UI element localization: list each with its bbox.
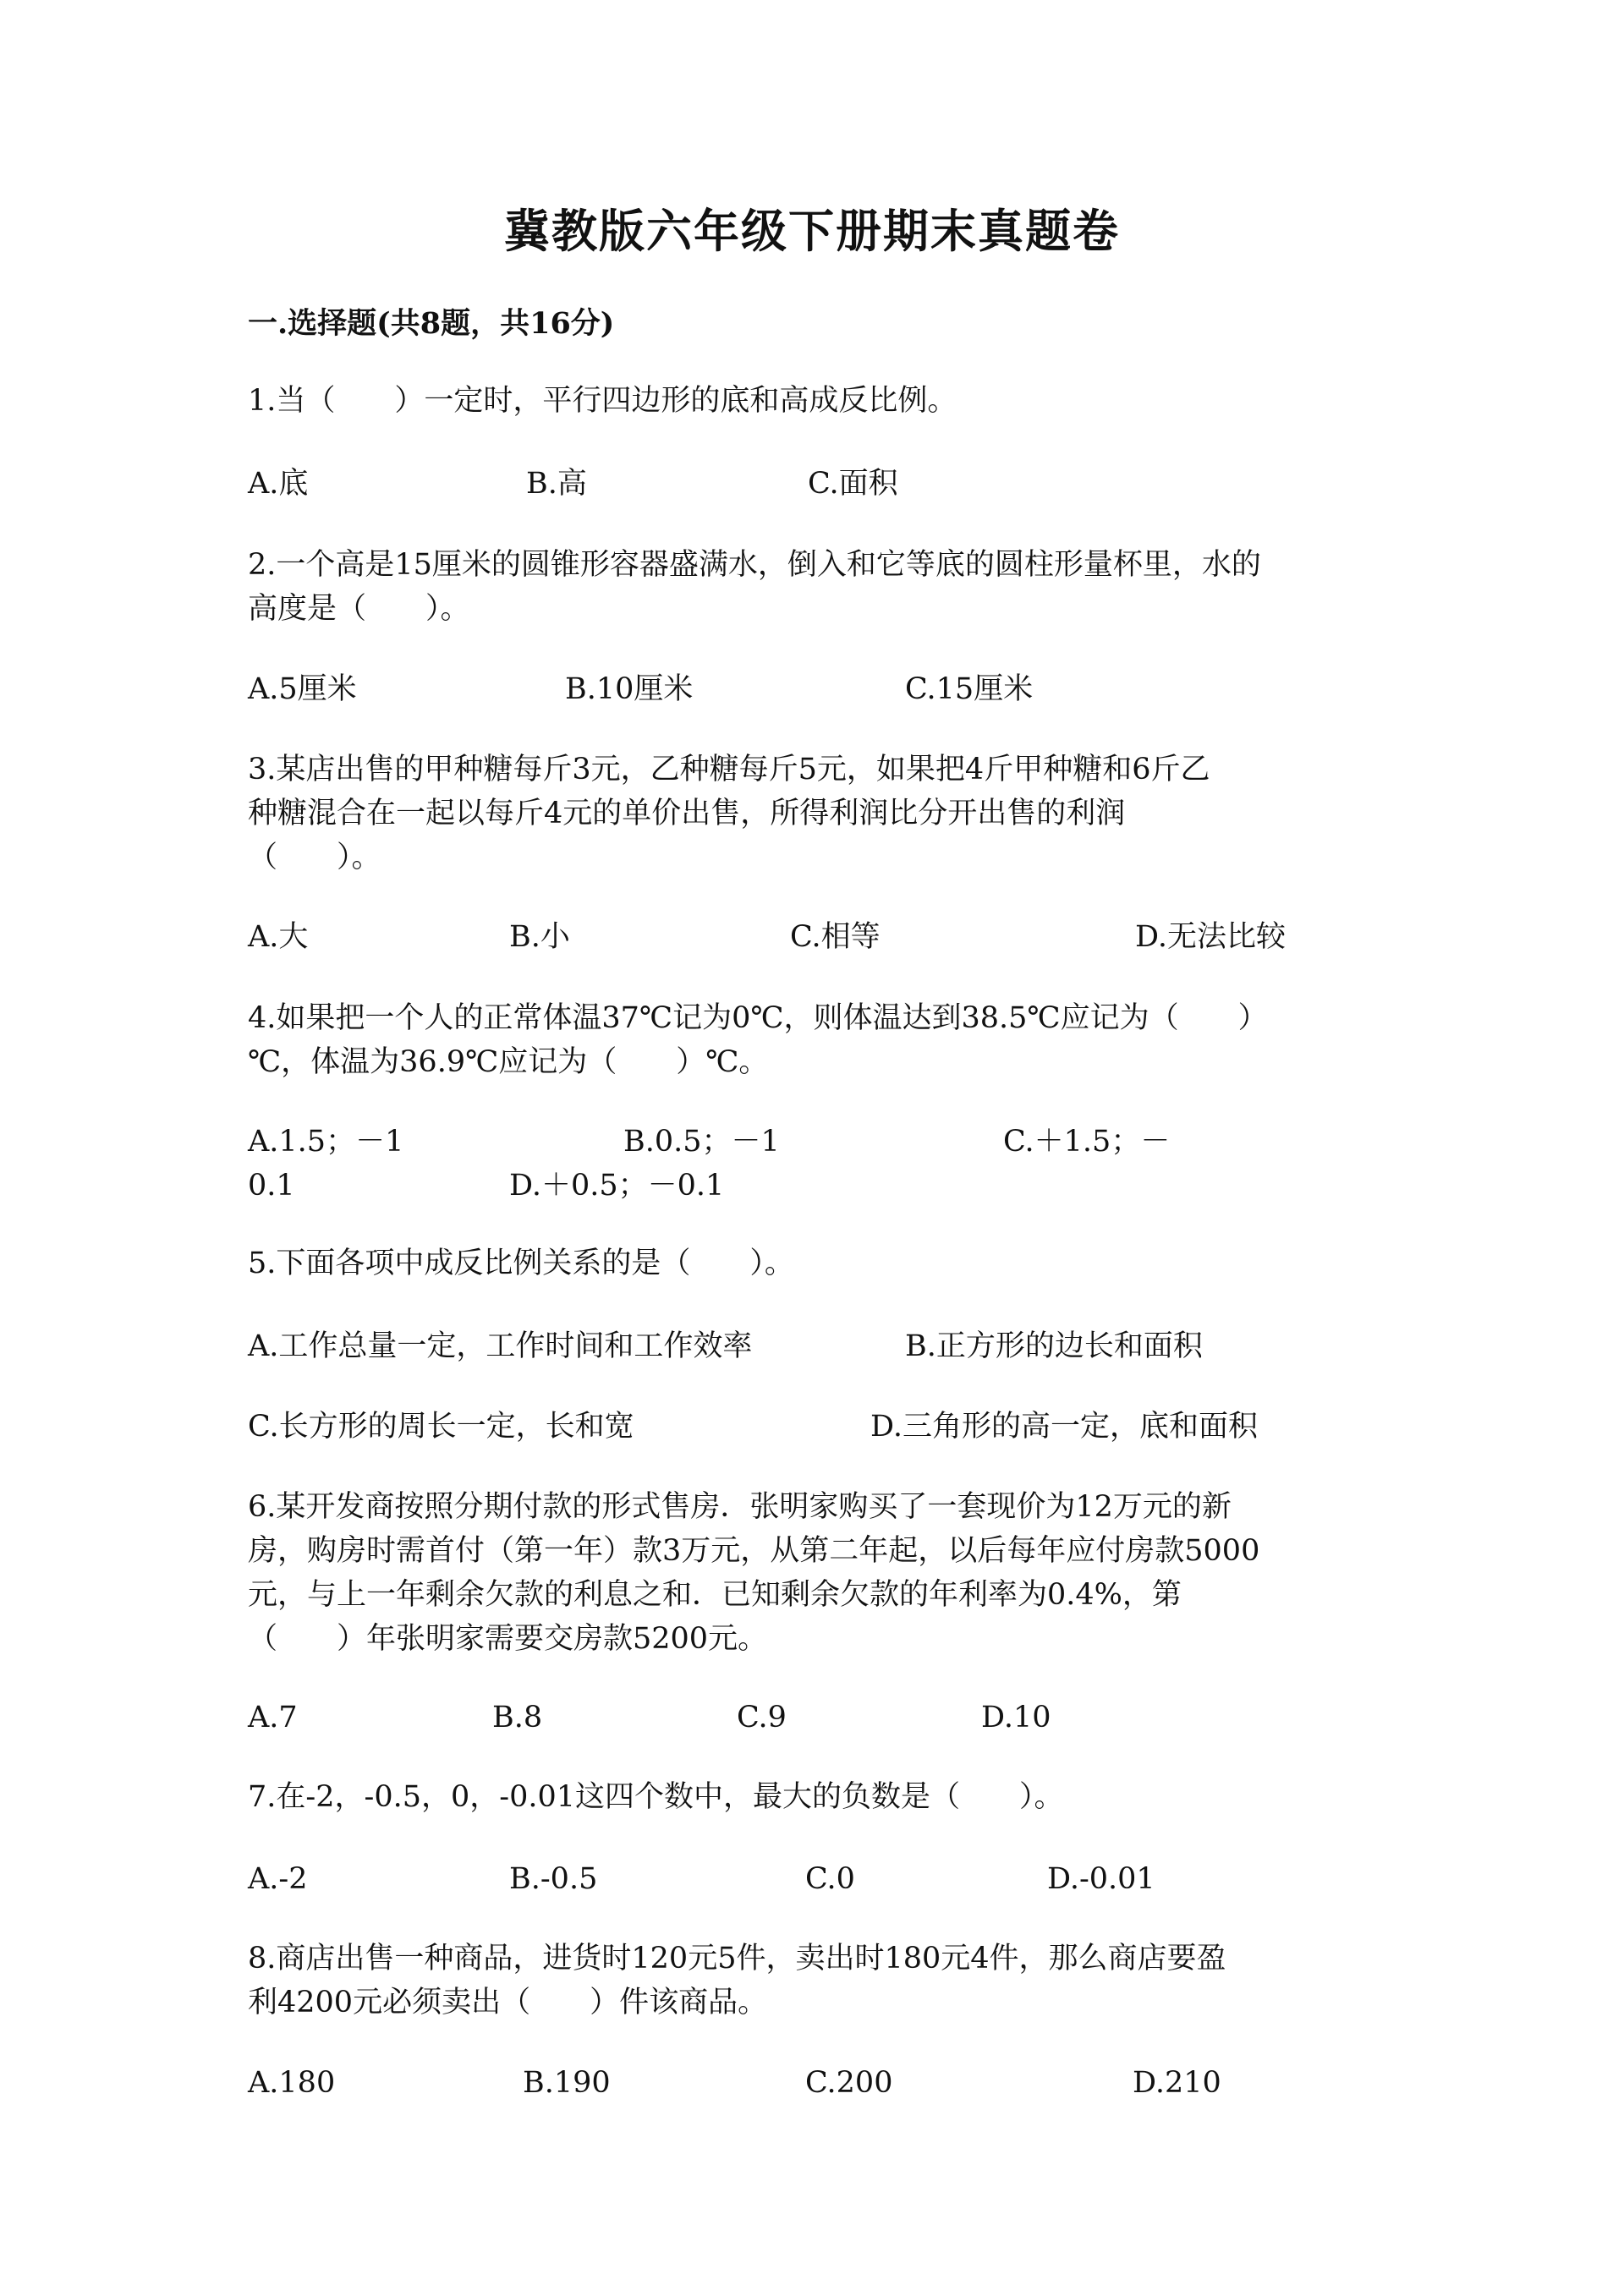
- question-5: [248, 1241, 1390, 1285]
- question-text: 5.下面各项中成反比例关系的是（ ）。: [248, 1247, 794, 1280]
- option-d: D.10: [981, 1701, 1051, 1734]
- option-b: B.0.5；－1: [623, 1125, 780, 1159]
- question-text: 6.某开发商按照分期付款的形式售房．张明家购买了一套现价为12万元的新: [248, 1490, 1232, 1524]
- question-3: [248, 748, 1390, 879]
- option-a: A.-2: [248, 1862, 308, 1896]
- option-d: D.无法比较: [1135, 920, 1286, 954]
- question-1: [248, 379, 1390, 423]
- option-a: A.7: [248, 1701, 298, 1734]
- question-text: ℃，体温为36.9℃应记为（ ）℃。: [248, 1045, 769, 1079]
- question-text: 元，与上一年剩余欠款的利息之和．已知剩余欠款的年利率为0.4%，第: [248, 1578, 1182, 1612]
- option-a: A.180: [248, 2066, 336, 2100]
- option-d: D.三角形的高一定，底和面积: [870, 1410, 1258, 1444]
- option-b: B.小: [509, 920, 570, 954]
- question-text: 利4200元必须卖出（ ）件该商品。: [248, 1986, 768, 2019]
- option-b: B.8: [492, 1701, 543, 1734]
- option-c: C.＋1.5；－: [1003, 1125, 1171, 1159]
- question-text: 4.如果把一个人的正常体温37℃记为0℃，则体温达到38.5℃应记为（ ）: [248, 1001, 1268, 1035]
- option-c: C.0: [805, 1862, 855, 1896]
- page-title: 冀教版六年级下册期末真题卷: [504, 204, 1120, 258]
- question-text: 房，购房时需首付（第一年）款3万元，从第二年起，以后每年应付房款5000: [248, 1534, 1260, 1568]
- option-c: C.面积: [808, 467, 898, 501]
- option-b: B.190: [523, 2066, 611, 2100]
- option-a: A.底: [248, 467, 309, 501]
- question-text: 高度是（ ）。: [248, 592, 470, 626]
- option-d: D.210: [1133, 2066, 1221, 2100]
- question-2: [248, 543, 1390, 631]
- option-b: B.正方形的边长和面积: [905, 1329, 1203, 1363]
- question-text: 种糖混合在一起以每斤4元的单价出售，所得利润比分开出售的利润: [248, 797, 1126, 830]
- question-text: 3.某店出售的甲种糖每斤3元，乙种糖每斤5元，如果把4斤甲种糖和6斤乙: [248, 753, 1210, 786]
- option-d: D.＋0.5；－0.1: [509, 1169, 725, 1203]
- option-c: C.长方形的周长一定，长和宽: [248, 1410, 634, 1444]
- option-a: A.5厘米: [248, 672, 357, 706]
- question-4: [248, 996, 1390, 1084]
- question-6: [248, 1485, 1390, 1661]
- question-text: （ ）年张明家需要交房款5200元。: [248, 1622, 768, 1656]
- question-8: [248, 1937, 1390, 2025]
- option-b: B.-0.5: [509, 1862, 598, 1896]
- question-text: （ ）。: [248, 841, 381, 874]
- question-text: 8.商店出售一种商品，进货时120元5件，卖出时180元4件，那么商店要盈: [248, 1942, 1226, 1975]
- option-b: B.10厘米: [565, 672, 694, 706]
- option-b: B.高: [526, 467, 587, 501]
- question-text: 7.在-2，-0.5，0，-0.01这四个数中，最大的负数是（ ）。: [248, 1780, 1064, 1814]
- option-c: C.15厘米: [905, 672, 1034, 706]
- option-a: A.1.5；－1: [248, 1125, 404, 1159]
- option-d: D.-0.01: [1047, 1862, 1155, 1896]
- option-a: A.工作总量一定，工作时间和工作效率: [248, 1329, 753, 1363]
- question-text: 1.当（ ）一定时，平行四边形的底和高成反比例。: [248, 384, 957, 418]
- option-c: C.相等: [790, 920, 881, 954]
- option-c: C.9: [737, 1701, 787, 1734]
- question-7: [248, 1775, 1390, 1819]
- option-a: A.大: [248, 920, 309, 954]
- option-c-continued: 0.1: [248, 1169, 295, 1203]
- section-heading: 一.选择题(共8题，共16分): [248, 306, 615, 341]
- question-text: 2.一个高是15厘米的圆锥形容器盛满水，倒入和它等底的圆柱形量杯里，水的: [248, 548, 1261, 582]
- option-c: C.200: [805, 2066, 893, 2100]
